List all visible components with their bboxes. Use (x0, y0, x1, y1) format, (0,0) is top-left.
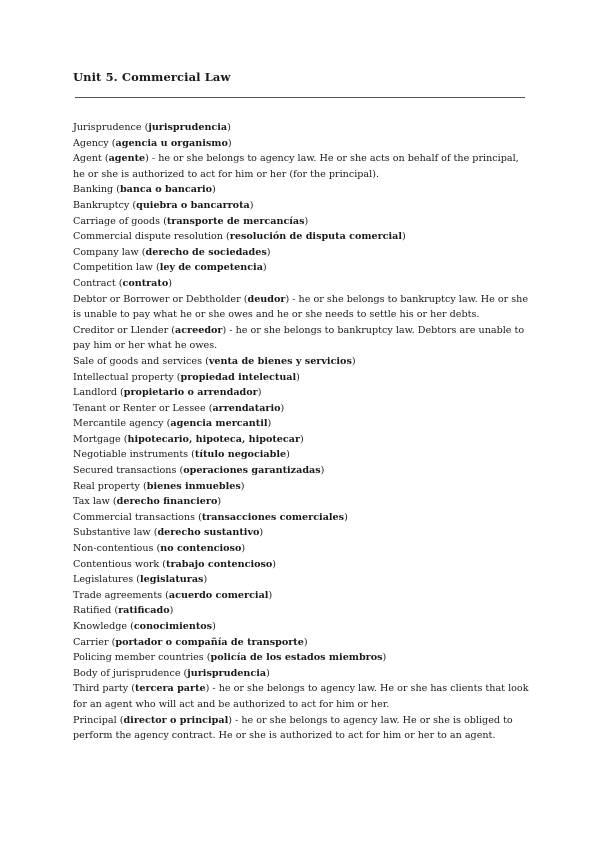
entry-term: Company law (73, 246, 139, 258)
entry-term: Carrier (73, 636, 109, 648)
page-title: Unit 5. Commercial Law (73, 70, 231, 84)
glossary-entry: Contentious work (trabajo contencioso) (73, 558, 277, 570)
entry-translation: arrendatario (212, 402, 281, 414)
entry-term: Contentious work (73, 558, 160, 570)
glossary-entry: Principal (director o principal) - he or she belongs to agency law. He or she is obliged to perform the agency contract. He or she is authorized to act for him or her to an agent. (73, 714, 513, 742)
entry-translation: transacciones comerciales (201, 511, 345, 523)
entry-translation: director o principal (123, 714, 229, 726)
entry-translation: conocimientos (133, 621, 213, 632)
entry-translation: jurisprudencia (148, 122, 228, 133)
entry-term: Agency (73, 137, 109, 149)
entry-term: Real property (73, 480, 140, 492)
entry-translation: acreedor (175, 324, 223, 336)
entry-translation: portador o compañía de transporte (115, 636, 304, 648)
glossary-entry: Jurisprudence (jurisprudencia) (73, 122, 231, 133)
glossary-entry: Secured transactions (operaciones garantizadas) (73, 465, 325, 477)
entry-term: Creditor or Llender (73, 324, 169, 336)
entry-translation: título negociable (194, 449, 287, 461)
glossary-entry: Ratified (ratificado) (73, 605, 174, 617)
entry-term: Competition law (73, 262, 153, 274)
entry-term: Policing member countries (73, 652, 204, 664)
entry-definition: - he or she belongs to agency law. He or she has clients that look for an agent who will act and be authorized to act for him or her. (73, 683, 529, 710)
glossary-entry: Substantive law (derecho sustantivo) (73, 527, 264, 539)
entry-translation: acuerdo comercial (168, 589, 269, 601)
entry-translation: venta de bienes y servicios (208, 355, 352, 367)
entry-translation: transporte de mercancías (166, 215, 305, 227)
entry-translation: tercera parte (134, 683, 206, 695)
glossary-entry: Commercial transactions (transacciones comerciales) (73, 511, 348, 523)
entry-translation: agencia u organismo (115, 137, 228, 149)
entry-term: Mercantile agency (73, 418, 164, 430)
entry-term: Landlord (73, 387, 117, 399)
entry-term: Debtor or Borrower or Debtholder (73, 293, 241, 305)
entry-translation: hipotecario, hipoteca, hipotecar (127, 433, 301, 445)
entry-term: Jurisprudence (73, 122, 142, 133)
glossary-entry: Intellectual property (propiedad intelectual) (73, 371, 300, 383)
entry-term: Commercial dispute resolution (73, 231, 223, 243)
entry-definition: - he or she belongs to bankruptcy law. Debtors are unable to pay him or her what he owes. (73, 324, 525, 352)
entry-translation: agencia mercantil (170, 418, 268, 430)
entry-definition: - he or she belongs to agency law. He or she is obliged to perform the agency contract. He or she is authorized to act for him or her to an agent. (73, 714, 513, 742)
entry-translation: ley de competencia (159, 262, 263, 274)
entry-term: Legislatures (73, 574, 134, 586)
glossary-entry: Carriage of goods (transporte de mercancías) (73, 215, 309, 227)
entry-term: Agent (73, 153, 102, 165)
entry-translation: deudor (247, 293, 286, 305)
glossary-entry: Competition law (ley de competencia) (73, 262, 267, 274)
entry-term: Tax law (73, 496, 110, 508)
glossary-entry: Creditor or Llender (acreedor) - he or she belongs to bankruptcy law. Debtors are unable to pay him or her what he owes. (73, 324, 525, 352)
entry-term: Principal (73, 714, 117, 726)
entry-translation: agente (108, 153, 146, 165)
entry-translation: banca o bancario (119, 184, 213, 196)
entry-term: Banking (73, 184, 114, 196)
glossary-entry: Agent (agente) - he or she belongs to agency law. He or she acts on behalf of the principal, he or she is authorized to act for him or her (for the principal). (73, 153, 519, 180)
glossary-entry: Body of jurisprudence (jurisprudencia) (73, 667, 270, 679)
glossary-entry: Legislatures (legislaturas) (73, 574, 208, 586)
entry-translation: quiebra o bancarrota (136, 199, 250, 211)
entry-term: Third party (73, 683, 129, 695)
entry-term: Non-contentious (73, 543, 154, 555)
entry-translation: propiedad intelectual (180, 371, 297, 383)
entry-translation: derecho financiero (116, 496, 218, 508)
entry-term: Body of jurisprudence (73, 667, 181, 679)
entry-term: Trade agreements (73, 589, 163, 601)
entry-term: Secured transactions (73, 465, 177, 477)
entry-translation: ratificado (118, 605, 170, 617)
entry-term: Commercial transactions (73, 511, 196, 523)
entry-translation: bienes inmuebles (146, 480, 241, 492)
entry-term: Contract (73, 277, 116, 289)
entry-term: Tenant or Renter or Lessee (73, 402, 206, 414)
glossary-entry: Negotiable instruments (título negociable) (73, 449, 290, 461)
glossary-entry: Third party (tercera parte) - he or she belongs to agency law. He or she has clients that look for an agent who will act and be authorized to act for him or her. (73, 683, 529, 710)
entry-term: Mortgage (73, 433, 121, 445)
entry-term: Negotiable instruments (73, 449, 189, 461)
glossary-list (73, 120, 533, 744)
entry-translation: resolución de disputa comercial (229, 231, 403, 243)
glossary-entry: Company law (derecho de sociedades) (73, 246, 271, 258)
entry-translation: legislaturas (140, 574, 204, 586)
glossary-entry: Policing member countries (policía de los estados miembros) (73, 652, 387, 664)
entry-translation: trabajo contencioso (166, 558, 273, 570)
glossary-entry: Agency (agencia u organismo) (73, 137, 232, 149)
glossary-entry: Banking (banca o bancario) (73, 184, 216, 196)
entry-term: Carriage of goods (73, 215, 161, 227)
entry-translation: jurisprudencia (187, 667, 267, 679)
glossary-entry: Non-contentious (no contencioso) (73, 543, 246, 555)
entry-translation: derecho de sociedades (145, 246, 267, 258)
glossary-entry: Tenant or Renter or Lessee (arrendatario) (73, 402, 285, 414)
entry-term: Substantive law (73, 527, 151, 539)
entry-translation: derecho sustantivo (157, 527, 260, 539)
entry-translation: policía de los estados miembros (210, 652, 383, 664)
entry-term: Ratified (73, 605, 112, 617)
glossary-entry: Contract (contrato) (73, 277, 172, 289)
entry-term: Knowledge (73, 621, 128, 632)
entry-translation: propietario o arrendador (123, 387, 258, 399)
title-divider (75, 97, 525, 98)
glossary-entry: Landlord (propietario o arrendador) (73, 387, 262, 399)
glossary-entry: Tax law (derecho financiero) (73, 496, 222, 508)
glossary-entry: Real property (bienes inmuebles) (73, 480, 245, 492)
entry-translation: contrato (122, 277, 169, 289)
entry-term: Sale of goods and services (73, 355, 203, 367)
glossary-entry: Mercantile agency (agencia mercantil) (73, 418, 272, 430)
entry-definition: - he or she belongs to agency law. He or she acts on behalf of the principal, he or she is authorized to act for him or her (for the principal). (73, 153, 519, 180)
glossary-entry: Commercial dispute resolution (resolución de disputa comercial) (73, 231, 406, 243)
entry-term: Intellectual property (73, 371, 174, 383)
glossary-entry: Trade agreements (acuerdo comercial) (73, 589, 273, 601)
entry-definition: - he or she belongs to bankruptcy law. He or she is unable to pay what he or she owes and he or she needs to settle his or her debts. (73, 293, 529, 321)
glossary-entry: Bankruptcy (quiebra o bancarrota) (73, 199, 254, 211)
glossary-entry: Sale of goods and services (venta de bienes y servicios) (73, 355, 356, 367)
entry-term: Bankruptcy (73, 199, 130, 211)
glossary-entry: Carrier (portador o compañía de transporte) (73, 636, 308, 648)
glossary-entry: Debtor or Borrower or Debtholder (deudor) - he or she belongs to bankruptcy law. He or she is unable to pay what he or she owes and he or she needs to settle his or her debts. (73, 293, 529, 321)
glossary-entry: Mortgage (hipotecario, hipoteca, hipotecar) (73, 433, 304, 445)
glossary-entry: Knowledge (conocimientos) (73, 621, 216, 632)
entry-translation: operaciones garantizadas (183, 465, 321, 477)
entry-translation: no contencioso (160, 543, 242, 555)
